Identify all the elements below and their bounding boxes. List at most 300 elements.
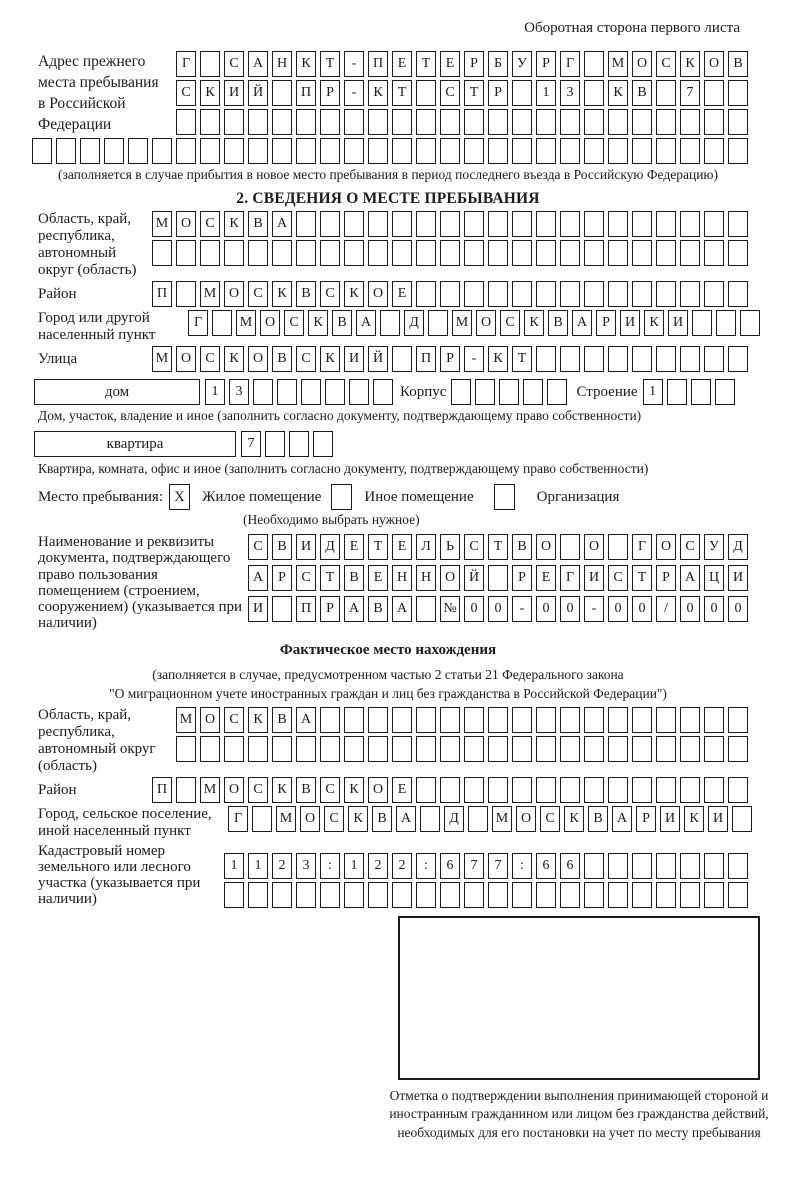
char-box[interactable] <box>392 240 412 266</box>
char-box[interactable] <box>584 882 604 908</box>
char-box[interactable] <box>560 138 580 164</box>
char-box[interactable] <box>656 240 676 266</box>
char-box[interactable]: Т <box>368 534 388 560</box>
char-box[interactable] <box>104 138 124 164</box>
char-box[interactable]: С <box>656 51 676 77</box>
char-box[interactable] <box>704 211 724 237</box>
char-box[interactable] <box>536 882 556 908</box>
char-box[interactable] <box>320 211 340 237</box>
char-box[interactable]: 1 <box>224 853 244 879</box>
char-box[interactable] <box>704 853 724 879</box>
char-box[interactable]: М <box>276 806 296 832</box>
char-box[interactable]: С <box>248 534 268 560</box>
char-box[interactable]: Д <box>728 534 748 560</box>
char-box[interactable] <box>656 853 676 879</box>
char-box[interactable] <box>296 882 316 908</box>
char-box[interactable]: О <box>176 346 196 372</box>
char-box[interactable] <box>464 138 484 164</box>
char-box[interactable] <box>416 736 436 762</box>
char-box[interactable] <box>656 346 676 372</box>
char-box[interactable]: Ц <box>704 565 724 591</box>
char-box[interactable]: С <box>200 211 220 237</box>
char-box[interactable] <box>728 853 748 879</box>
char-box[interactable]: - <box>344 80 364 106</box>
char-box[interactable]: О <box>260 310 280 336</box>
char-box[interactable]: И <box>248 596 268 622</box>
char-box[interactable] <box>608 736 628 762</box>
char-box[interactable] <box>584 51 604 77</box>
char-box[interactable] <box>464 211 484 237</box>
char-box[interactable] <box>440 882 460 908</box>
char-box[interactable]: А <box>680 565 700 591</box>
dom-type-box[interactable]: дом <box>34 379 200 405</box>
char-box[interactable]: М <box>200 281 220 307</box>
char-box[interactable]: К <box>344 777 364 803</box>
char-box[interactable]: 0 <box>464 596 484 622</box>
char-box[interactable]: И <box>584 565 604 591</box>
char-box[interactable] <box>325 379 345 405</box>
char-box[interactable] <box>512 240 532 266</box>
char-box[interactable]: С <box>224 707 244 733</box>
char-box[interactable]: 1 <box>205 379 225 405</box>
char-box[interactable]: С <box>176 80 196 106</box>
char-box[interactable] <box>440 138 460 164</box>
char-box[interactable] <box>272 109 292 135</box>
char-box[interactable] <box>536 109 556 135</box>
char-box[interactable]: С <box>296 565 316 591</box>
char-box[interactable] <box>272 240 292 266</box>
char-box[interactable]: М <box>176 707 196 733</box>
char-box[interactable]: Е <box>392 51 412 77</box>
char-box[interactable] <box>584 211 604 237</box>
char-box[interactable] <box>632 777 652 803</box>
char-box[interactable]: В <box>728 51 748 77</box>
char-box[interactable] <box>224 882 244 908</box>
char-box[interactable]: 0 <box>560 596 580 622</box>
char-box[interactable] <box>248 138 268 164</box>
char-box[interactable] <box>584 736 604 762</box>
char-box[interactable]: К <box>248 707 268 733</box>
char-box[interactable] <box>440 736 460 762</box>
char-box[interactable] <box>608 882 628 908</box>
char-box[interactable] <box>344 736 364 762</box>
char-box[interactable]: 1 <box>248 853 268 879</box>
char-box[interactable]: М <box>152 346 172 372</box>
char-box[interactable] <box>392 211 412 237</box>
char-box[interactable]: В <box>632 80 652 106</box>
char-box[interactable]: С <box>608 565 628 591</box>
char-box[interactable]: И <box>224 80 244 106</box>
char-box[interactable]: Т <box>488 534 508 560</box>
char-box[interactable]: О <box>300 806 320 832</box>
char-box[interactable] <box>584 138 604 164</box>
char-box[interactable]: С <box>540 806 560 832</box>
char-box[interactable] <box>656 109 676 135</box>
char-box[interactable]: В <box>272 534 292 560</box>
char-box[interactable] <box>176 138 196 164</box>
char-box[interactable] <box>272 882 292 908</box>
char-box[interactable] <box>608 853 628 879</box>
char-box[interactable]: П <box>296 596 316 622</box>
char-box[interactable] <box>584 707 604 733</box>
char-box[interactable] <box>344 109 364 135</box>
char-box[interactable] <box>488 109 508 135</box>
char-box[interactable]: - <box>512 596 532 622</box>
char-box[interactable] <box>416 707 436 733</box>
char-box[interactable] <box>560 707 580 733</box>
char-box[interactable]: К <box>680 51 700 77</box>
char-box[interactable] <box>632 240 652 266</box>
char-box[interactable]: Е <box>440 51 460 77</box>
char-box[interactable]: Р <box>536 51 556 77</box>
char-box[interactable]: Г <box>632 534 652 560</box>
char-box[interactable]: М <box>608 51 628 77</box>
char-box[interactable] <box>536 281 556 307</box>
char-box[interactable]: П <box>152 777 172 803</box>
char-box[interactable]: С <box>320 777 340 803</box>
char-box[interactable] <box>632 882 652 908</box>
char-box[interactable]: - <box>464 346 484 372</box>
char-box[interactable]: Г <box>228 806 248 832</box>
char-box[interactable] <box>416 211 436 237</box>
char-box[interactable] <box>656 736 676 762</box>
char-box[interactable]: К <box>320 346 340 372</box>
char-box[interactable] <box>253 379 273 405</box>
char-box[interactable]: Т <box>632 565 652 591</box>
char-box[interactable] <box>728 882 748 908</box>
char-box[interactable]: А <box>344 596 364 622</box>
char-box[interactable]: Е <box>536 565 556 591</box>
char-box[interactable] <box>715 379 735 405</box>
char-box[interactable]: С <box>200 346 220 372</box>
char-box[interactable] <box>420 806 440 832</box>
char-box[interactable] <box>313 431 333 457</box>
char-box[interactable]: 1 <box>344 853 364 879</box>
char-box[interactable]: 3 <box>229 379 249 405</box>
char-box[interactable] <box>584 80 604 106</box>
char-box[interactable]: Й <box>248 80 268 106</box>
char-box[interactable]: 7 <box>241 431 261 457</box>
char-box[interactable]: К <box>344 281 364 307</box>
char-box[interactable] <box>416 777 436 803</box>
char-box[interactable]: С <box>224 51 244 77</box>
char-box[interactable]: Т <box>392 80 412 106</box>
checkbox-inoe-pomeshchenie[interactable] <box>331 484 352 510</box>
char-box[interactable]: С <box>500 310 520 336</box>
char-box[interactable] <box>248 736 268 762</box>
char-box[interactable] <box>680 240 700 266</box>
char-box[interactable] <box>296 240 316 266</box>
char-box[interactable]: 7 <box>488 853 508 879</box>
char-box[interactable] <box>632 346 652 372</box>
char-box[interactable]: У <box>512 51 532 77</box>
char-box[interactable] <box>584 240 604 266</box>
char-box[interactable]: 3 <box>296 853 316 879</box>
char-box[interactable] <box>560 736 580 762</box>
char-box[interactable]: О <box>224 281 244 307</box>
char-box[interactable]: Т <box>320 565 340 591</box>
char-box[interactable] <box>488 882 508 908</box>
char-box[interactable] <box>680 109 700 135</box>
char-box[interactable]: О <box>536 534 556 560</box>
char-box[interactable] <box>584 109 604 135</box>
char-box[interactable]: Л <box>416 534 436 560</box>
char-box[interactable] <box>632 109 652 135</box>
char-box[interactable]: О <box>200 707 220 733</box>
char-box[interactable]: К <box>684 806 704 832</box>
char-box[interactable] <box>464 109 484 135</box>
char-box[interactable]: К <box>644 310 664 336</box>
char-box[interactable] <box>692 310 712 336</box>
char-box[interactable]: О <box>584 534 604 560</box>
char-box[interactable]: И <box>296 534 316 560</box>
char-box[interactable] <box>416 596 436 622</box>
char-box[interactable] <box>416 109 436 135</box>
char-box[interactable]: С <box>464 534 484 560</box>
char-box[interactable] <box>608 346 628 372</box>
char-box[interactable] <box>265 431 285 457</box>
char-box[interactable]: Р <box>440 346 460 372</box>
char-box[interactable] <box>368 882 388 908</box>
char-box[interactable] <box>56 138 76 164</box>
char-box[interactable]: Т <box>512 346 532 372</box>
char-box[interactable]: О <box>476 310 496 336</box>
char-box[interactable] <box>464 882 484 908</box>
char-box[interactable] <box>560 346 580 372</box>
char-box[interactable] <box>704 777 724 803</box>
char-box[interactable] <box>200 240 220 266</box>
char-box[interactable] <box>667 379 687 405</box>
char-box[interactable]: В <box>588 806 608 832</box>
char-box[interactable] <box>560 777 580 803</box>
char-box[interactable] <box>512 211 532 237</box>
char-box[interactable] <box>272 736 292 762</box>
char-box[interactable] <box>416 138 436 164</box>
char-box[interactable] <box>608 534 628 560</box>
char-box[interactable]: О <box>656 534 676 560</box>
char-box[interactable]: В <box>296 777 316 803</box>
char-box[interactable]: Р <box>512 565 532 591</box>
char-box[interactable] <box>272 138 292 164</box>
char-box[interactable] <box>416 281 436 307</box>
char-box[interactable]: 3 <box>560 80 580 106</box>
char-box[interactable]: К <box>348 806 368 832</box>
char-box[interactable] <box>536 240 556 266</box>
char-box[interactable] <box>728 281 748 307</box>
char-box[interactable] <box>416 882 436 908</box>
char-box[interactable] <box>560 240 580 266</box>
char-box[interactable]: Р <box>320 80 340 106</box>
char-box[interactable]: А <box>272 211 292 237</box>
char-box[interactable] <box>680 346 700 372</box>
char-box[interactable]: - <box>584 596 604 622</box>
char-box[interactable] <box>728 138 748 164</box>
char-box[interactable]: П <box>152 281 172 307</box>
char-box[interactable] <box>584 346 604 372</box>
char-box[interactable]: Г <box>560 565 580 591</box>
char-box[interactable]: 0 <box>608 596 628 622</box>
char-box[interactable]: А <box>248 565 268 591</box>
char-box[interactable]: 0 <box>680 596 700 622</box>
char-box[interactable] <box>608 777 628 803</box>
char-box[interactable] <box>464 240 484 266</box>
char-box[interactable] <box>560 109 580 135</box>
char-box[interactable]: 1 <box>536 80 556 106</box>
char-box[interactable] <box>680 211 700 237</box>
char-box[interactable] <box>349 379 369 405</box>
char-box[interactable]: П <box>296 80 316 106</box>
char-box[interactable] <box>272 596 292 622</box>
char-box[interactable] <box>560 534 580 560</box>
char-box[interactable] <box>512 777 532 803</box>
char-box[interactable]: О <box>368 281 388 307</box>
char-box[interactable]: К <box>524 310 544 336</box>
char-box[interactable] <box>416 240 436 266</box>
char-box[interactable]: Е <box>368 565 388 591</box>
char-box[interactable] <box>392 707 412 733</box>
kvartira-type-box[interactable]: квартира <box>34 431 236 457</box>
char-box[interactable] <box>704 109 724 135</box>
char-box[interactable] <box>680 138 700 164</box>
char-box[interactable] <box>656 882 676 908</box>
char-box[interactable]: В <box>368 596 388 622</box>
char-box[interactable] <box>656 281 676 307</box>
char-box[interactable]: Н <box>392 565 412 591</box>
char-box[interactable] <box>560 211 580 237</box>
char-box[interactable] <box>440 281 460 307</box>
char-box[interactable]: Р <box>464 51 484 77</box>
char-box[interactable]: № <box>440 596 460 622</box>
char-box[interactable]: В <box>332 310 352 336</box>
char-box[interactable] <box>296 211 316 237</box>
char-box[interactable] <box>704 707 724 733</box>
char-box[interactable] <box>560 281 580 307</box>
char-box[interactable]: В <box>372 806 392 832</box>
char-box[interactable]: В <box>344 565 364 591</box>
char-box[interactable]: Р <box>320 596 340 622</box>
char-box[interactable] <box>656 707 676 733</box>
char-box[interactable]: Р <box>488 80 508 106</box>
char-box[interactable]: П <box>368 51 388 77</box>
char-box[interactable] <box>536 138 556 164</box>
char-box[interactable]: К <box>224 346 244 372</box>
char-box[interactable]: С <box>296 346 316 372</box>
char-box[interactable] <box>176 109 196 135</box>
char-box[interactable]: К <box>564 806 584 832</box>
char-box[interactable] <box>380 310 400 336</box>
char-box[interactable]: М <box>452 310 472 336</box>
char-box[interactable]: А <box>356 310 376 336</box>
char-box[interactable]: М <box>236 310 256 336</box>
char-box[interactable]: : <box>320 853 340 879</box>
char-box[interactable]: 6 <box>440 853 460 879</box>
char-box[interactable] <box>656 211 676 237</box>
char-box[interactable]: В <box>548 310 568 336</box>
char-box[interactable] <box>368 211 388 237</box>
char-box[interactable] <box>176 777 196 803</box>
char-box[interactable] <box>728 777 748 803</box>
char-box[interactable] <box>224 736 244 762</box>
char-box[interactable] <box>536 736 556 762</box>
char-box[interactable] <box>632 138 652 164</box>
char-box[interactable] <box>691 379 711 405</box>
char-box[interactable] <box>728 240 748 266</box>
char-box[interactable] <box>536 707 556 733</box>
char-box[interactable]: О <box>176 211 196 237</box>
char-box[interactable]: Н <box>272 51 292 77</box>
char-box[interactable]: Т <box>320 51 340 77</box>
char-box[interactable] <box>475 379 495 405</box>
char-box[interactable] <box>716 310 736 336</box>
char-box[interactable] <box>428 310 448 336</box>
char-box[interactable] <box>656 777 676 803</box>
char-box[interactable] <box>488 777 508 803</box>
char-box[interactable]: И <box>344 346 364 372</box>
char-box[interactable]: Е <box>344 534 364 560</box>
char-box[interactable] <box>296 138 316 164</box>
char-box[interactable] <box>547 379 567 405</box>
char-box[interactable]: Г <box>560 51 580 77</box>
char-box[interactable] <box>608 138 628 164</box>
char-box[interactable]: С <box>324 806 344 832</box>
char-box[interactable] <box>512 882 532 908</box>
char-box[interactable] <box>728 346 748 372</box>
char-box[interactable] <box>224 109 244 135</box>
char-box[interactable]: В <box>512 534 532 560</box>
char-box[interactable] <box>80 138 100 164</box>
char-box[interactable]: Г <box>176 51 196 77</box>
char-box[interactable] <box>392 736 412 762</box>
char-box[interactable]: 0 <box>704 596 724 622</box>
char-box[interactable]: 0 <box>728 596 748 622</box>
char-box[interactable] <box>200 109 220 135</box>
char-box[interactable] <box>584 853 604 879</box>
char-box[interactable] <box>512 281 532 307</box>
char-box[interactable] <box>252 806 272 832</box>
char-box[interactable]: Б <box>488 51 508 77</box>
char-box[interactable]: 0 <box>536 596 556 622</box>
char-box[interactable] <box>440 211 460 237</box>
char-box[interactable]: С <box>248 281 268 307</box>
char-box[interactable]: 2 <box>368 853 388 879</box>
char-box[interactable] <box>512 109 532 135</box>
char-box[interactable] <box>368 240 388 266</box>
char-box[interactable] <box>152 240 172 266</box>
char-box[interactable] <box>512 138 532 164</box>
char-box[interactable]: Т <box>416 51 436 77</box>
char-box[interactable] <box>740 310 760 336</box>
char-box[interactable] <box>200 736 220 762</box>
char-box[interactable] <box>464 777 484 803</box>
char-box[interactable]: Д <box>404 310 424 336</box>
char-box[interactable] <box>632 853 652 879</box>
char-box[interactable] <box>536 777 556 803</box>
char-box[interactable]: О <box>516 806 536 832</box>
char-box[interactable] <box>277 379 297 405</box>
char-box[interactable] <box>392 346 412 372</box>
char-box[interactable]: О <box>368 777 388 803</box>
char-box[interactable] <box>523 379 543 405</box>
char-box[interactable] <box>608 707 628 733</box>
char-box[interactable] <box>368 109 388 135</box>
char-box[interactable]: Е <box>392 777 412 803</box>
char-box[interactable] <box>488 281 508 307</box>
char-box[interactable]: Д <box>320 534 340 560</box>
char-box[interactable] <box>248 240 268 266</box>
char-box[interactable] <box>632 281 652 307</box>
char-box[interactable]: К <box>488 346 508 372</box>
char-box[interactable]: О <box>632 51 652 77</box>
